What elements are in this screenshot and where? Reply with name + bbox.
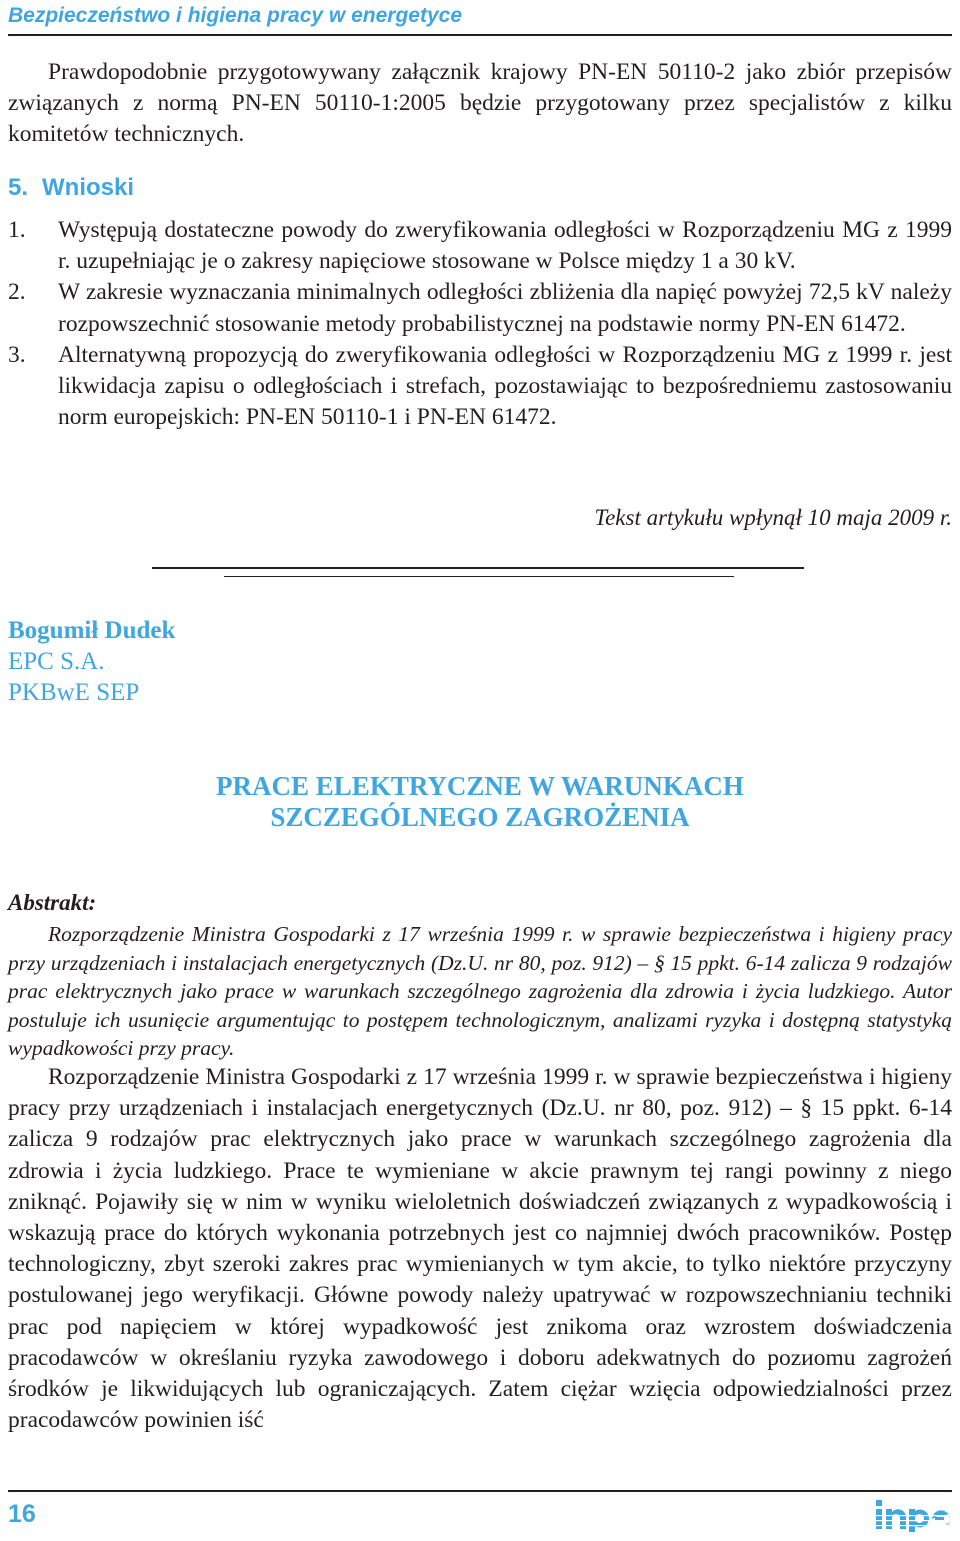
list-item-text: Występują dostateczne powody do zweryfikowania odległości w Rozporządzeniu MG z 1999 r. uzupełniając je o zakresy napięciowe stosowane w Polsce między 1 a 30 kV. xyxy=(58,217,952,275)
abstract-text: Rozporządzenie Ministra Gospodarki z 17 września 1999 r. w sprawie bezpieczeństwa i higieny pracy przy urządzeniach i instalacjach energetycznych (Dz.U. nr 80, poz. 912) – § 15 ppkt. 6-14 zalicza 9 rodzajów prac elektrycznych jako prace w warunkach szczególnego zagrożenia dla zdrowia i życia ludzkiego. Autor postuluje ich usunięcie argumentując to postępem technologicznym, analizami ryzyka i dostępną statystyką wypadkowości przy pracy. xyxy=(8,922,952,1060)
abstract-label: Abstrakt: xyxy=(8,890,97,915)
header-rule xyxy=(8,34,952,36)
article-title xyxy=(8,771,952,833)
article-title-line: SZCZEGÓLNEGO ZAGROŻENIA xyxy=(270,802,690,832)
article-title-line: PRACE ELEKTRYCZNE W WARUNKACH xyxy=(216,771,744,801)
list-item-number: 3. xyxy=(8,341,26,368)
author-block xyxy=(8,615,175,708)
list-item-number: 2. xyxy=(8,279,26,306)
section-heading xyxy=(8,174,134,202)
received-note: Tekst artykułu wpłynął 10 maja 2009 r. xyxy=(594,505,952,530)
section-number: 5. xyxy=(8,174,29,201)
separator-rule-short xyxy=(224,576,734,577)
section-title: Wnioski xyxy=(42,174,135,201)
separator-rule-long xyxy=(152,567,804,569)
author-affiliation: PKBwE SEP xyxy=(8,679,140,706)
intro-paragraph: Prawdopodobnie przygotowywany załącznik krajowy PN-EN 50110-2 jako zbiór przepisów związanych z normą PN-EN 50110-1:2005 będzie przygotowany przez specjalistów z kilku komitetów technicznych. xyxy=(8,59,952,148)
article-body: Rozporządzenie Ministra Gospodarki z 17 września 1999 r. w sprawie bezpieczeństwa i higieny pracy przy urządzeniach i instalacjach energetycznych (Dz.U. nr 80, poz. 912) – § 15 ppkt. 6-14 zalicza 9 rodzajów prac elektrycznych jako prace w warunkach szczególnego zagrożenia dla zdrowia i życia ludzkiego. Prace te wymieniane w akcie prawnym tej rangi powinny z niego zniknąć. Pojawiły się w nim w wyniku wieloletnich doświadczeń związanych z wypadkowością i wskazują prace do których wykonania potrzebnych jest co najmniej dwóch pracowników. Postęp technologiczny, zbyt szeroki zakres prac wymienianych w tym akcie, to tylko niektóre przyczyny postulowanej jego weryfikacji. Główne powody należy upatrywać w rozpowszechnianiu techniki prac pod napięciem w której wypadkowość jest znikoma oraz wzrostem doświadczenia pracodawców w określaniu ryzyka zawodowego i doboru adekwatnych do pozиomu zagrożeń środków je likwidujących lub ograniczających. Zatem ciężar wzięcia odpowiedzialności przez pracodawców powinien iść xyxy=(8,1064,952,1434)
conclusions-list xyxy=(8,215,952,433)
footer-rule xyxy=(8,1490,952,1492)
list-item xyxy=(8,277,952,339)
author-name: Bogumił Dudek xyxy=(8,617,176,644)
page-number: 16 xyxy=(8,1500,36,1528)
inpe-logo-icon xyxy=(874,1498,950,1532)
list-item-number: 1. xyxy=(8,217,26,243)
list-item-text: W zakresie wyznaczania minimalnych odległości zbliżenia dla napięć powyżej 72,5 kV należy rozpowszechnić stosowanie metody probabilistycznej na podstawie normy PN-EN 61472. xyxy=(58,279,952,337)
running-title: Bezpieczeństwo i higiena pracy w energetyce xyxy=(8,4,462,27)
list-item-text: Alternatywną propozycją do zweryfikowania odległości w Rozporządzeniu MG z 1999 r. jest likwidacja zapisu o odległościach i strefach, pozostawiając to bezpośredniemu zastosowaniu norm europejskich: PN-EN 50110-1 i PN-EN 61472. xyxy=(58,341,952,431)
list-item xyxy=(8,340,952,434)
list-item xyxy=(8,215,952,277)
document-page xyxy=(8,0,952,1541)
author-affiliation: EPC S.A. xyxy=(8,648,105,675)
